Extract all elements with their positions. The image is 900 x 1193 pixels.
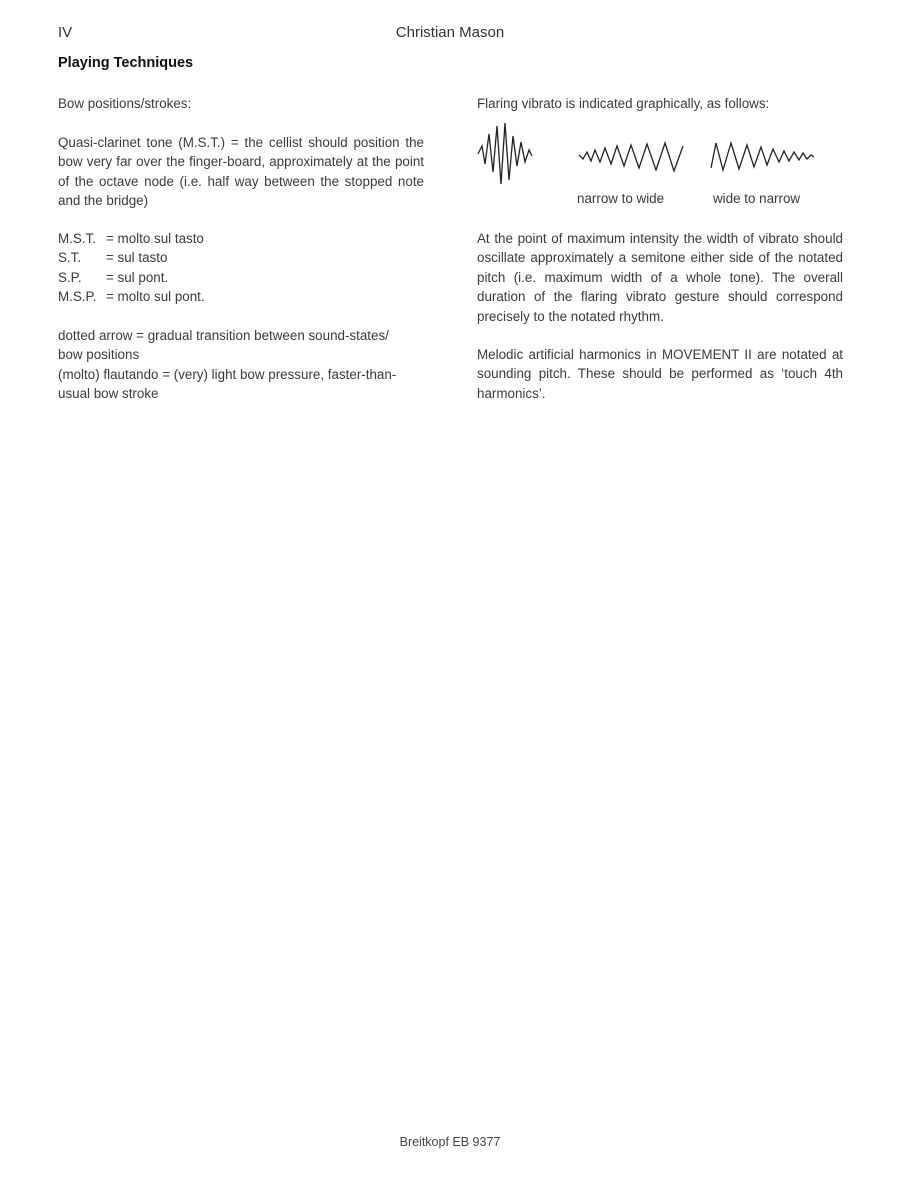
flaring-vibrato-intro: Flaring vibrato is indicated graphically, as follows: <box>477 96 770 111</box>
flaring-vibrato-peak-symbol <box>478 120 538 190</box>
abbreviation: M.S.P. <box>58 289 97 305</box>
bow-positions-heading: Bow positions/strokes: <box>58 96 192 111</box>
page-number: IV <box>58 24 73 41</box>
wide-to-narrow-line <box>711 143 814 170</box>
caption-wide-to-narrow: wide to narrow <box>713 191 801 206</box>
abbreviation-row <box>58 229 424 248</box>
abbreviation-row <box>58 268 424 287</box>
vibrato-peak-line <box>478 123 532 184</box>
abbreviation-meaning: = molto sul pont. <box>106 289 205 305</box>
abbreviation-row <box>58 248 424 267</box>
abbreviation: S.P. <box>58 269 82 285</box>
abbreviation-meaning: = molto sul tasto <box>106 231 204 246</box>
quasi-clarinet-paragraph: Quasi-clarinet tone (M.S.T.) = the cellist should position the bow very far over the finger-board, approximately at the point of the octave node (i.e. half way between the stopped note and the bridge) <box>58 135 424 209</box>
abbreviation: S.T. <box>58 250 82 266</box>
wide-to-narrow-symbol <box>711 140 819 172</box>
max-intensity-paragraph: At the point of maximum intensity the width of vibrato should oscillate approximately a semitone either side of the notated pitch (i.e. maximum width of a whole tone). The overall duration of the flaring vibrato gesture should correspond precisely to the notated rhythm. <box>477 231 843 324</box>
narrow-to-wide-line <box>579 143 683 171</box>
author-header: Christian Mason <box>395 24 505 41</box>
section-title: Playing Techniques <box>58 55 194 71</box>
abbreviation-meaning: = sul pont. <box>106 269 169 285</box>
harmonics-paragraph: Melodic artificial harmonics in MOVEMENT II are notated at sounding pitch. These should be performed as ‘touch 4th harmonics’. <box>477 347 843 401</box>
caption-narrow-to-wide: narrow to wide <box>577 191 665 206</box>
narrow-to-wide-symbol <box>579 140 687 172</box>
abbreviation-list <box>58 229 424 307</box>
footer-publisher: Breitkopf EB 9377 <box>399 1135 501 1149</box>
flautando-paragraph: (molto) flautando = (very) light bow pressure, faster-than-usual bow stroke <box>58 367 397 402</box>
abbreviation-meaning: = sul tasto <box>106 250 168 266</box>
abbreviation: M.S.T. <box>58 231 96 246</box>
abbreviation-row <box>58 287 424 306</box>
dotted-arrow-paragraph: dotted arrow = gradual transition between sound-states/ bow positions <box>58 328 389 363</box>
